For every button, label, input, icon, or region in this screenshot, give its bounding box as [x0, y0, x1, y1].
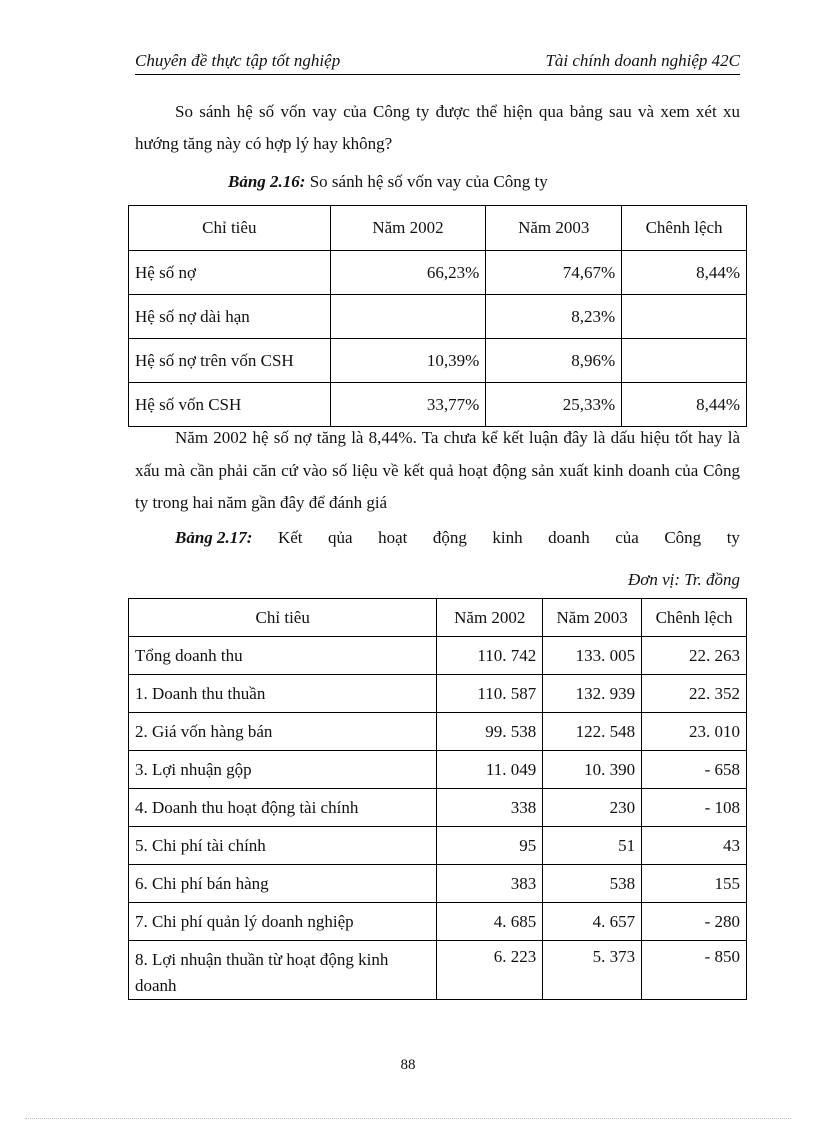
table-row	[129, 295, 747, 339]
cell-value	[622, 339, 747, 383]
caption-word: Kết	[277, 528, 303, 547]
column-header: Chênh lệch	[642, 599, 747, 637]
row-label: 1. Doanh thu thuần	[129, 675, 437, 713]
table-row	[129, 827, 747, 865]
analysis-paragraph: Năm 2002 hệ số nợ tăng là 8,44%. Ta chưa kể kết luận đây là dấu hiệu tốt hay là xấu mà cần phải căn cứ vào số liệu về kết quả hoạt động sản xuất kinh doanh của Công ty trong hai năm gần đây để đánh giá	[135, 428, 740, 512]
table-row	[129, 637, 747, 675]
cell-value: 74,67%	[486, 251, 622, 295]
cell-value: - 658	[642, 751, 747, 789]
intro-paragraph: So sánh hệ số vốn vay của Công ty được thể hiện qua bảng sau và xem xét xu hướng tăng này có hợp lý hay không?	[135, 102, 740, 153]
table-row	[129, 903, 747, 941]
cell-value: 22. 352	[642, 675, 747, 713]
table-row	[129, 713, 747, 751]
table-row	[129, 339, 747, 383]
cell-value: 25,33%	[486, 383, 622, 427]
cell-value: - 850	[642, 941, 747, 1000]
column-header: Chênh lệch	[622, 206, 747, 251]
cell-value: 4. 657	[543, 903, 642, 941]
cell-value: 538	[543, 865, 642, 903]
caption-word: hoạt	[378, 528, 408, 547]
cell-value: 8,44%	[622, 383, 747, 427]
page-header	[135, 48, 740, 75]
header-right-text: Tài chính doanh nghiệp 42C	[545, 51, 740, 70]
debt-ratio-table	[128, 205, 747, 427]
row-label: 4. Doanh thu hoạt động tài chính	[129, 789, 437, 827]
table-row	[129, 751, 747, 789]
column-header: Chỉ tiêu	[129, 206, 331, 251]
table2-caption	[135, 528, 740, 548]
column-header: Năm 2002	[437, 599, 543, 637]
cell-value: - 280	[642, 903, 747, 941]
page-number: 88	[400, 1057, 416, 1073]
cell-value: 155	[642, 865, 747, 903]
cell-value: 22. 263	[642, 637, 747, 675]
table-row	[129, 675, 747, 713]
table-header-row	[129, 206, 747, 251]
cell-value: 5. 373	[543, 941, 642, 1000]
cell-value: 23. 010	[642, 713, 747, 751]
row-label: 8. Lợi nhuận thuần từ hoạt động kinh doanh	[129, 941, 437, 1000]
table1-caption-label: Bảng 2.16:	[228, 172, 306, 191]
header-left-text: Chuyên đề thực tập tốt nghiệp	[135, 51, 341, 70]
cell-value: 33,77%	[330, 383, 486, 427]
cell-value	[622, 295, 747, 339]
row-label: 6. Chi phí bán hàng	[129, 865, 437, 903]
caption-word: ty	[726, 528, 740, 547]
column-header: Năm 2003	[486, 206, 622, 251]
cell-value: 8,23%	[486, 295, 622, 339]
cell-value: 66,23%	[330, 251, 486, 295]
cell-value: 10,39%	[330, 339, 486, 383]
row-label: Hệ số nợ	[129, 251, 331, 295]
table-row	[129, 789, 747, 827]
row-label: 3. Lợi nhuận gộp	[129, 751, 437, 789]
row-label: Tổng doanh thu	[129, 637, 437, 675]
cell-value: 6. 223	[437, 941, 543, 1000]
cell-value: - 108	[642, 789, 747, 827]
cell-value: 99. 538	[437, 713, 543, 751]
cell-value: 8,96%	[486, 339, 622, 383]
business-results-table	[128, 598, 747, 1000]
table1-caption-text: So sánh hệ số vốn vay của Công ty	[305, 172, 548, 191]
unit-label: Đơn vị: Tr. đồng	[627, 570, 740, 589]
cell-value: 110. 587	[437, 675, 543, 713]
caption-word: của	[615, 528, 639, 547]
column-header: Chỉ tiêu	[129, 599, 437, 637]
table-row	[129, 383, 747, 427]
cell-value: 383	[437, 865, 543, 903]
cell-value: 51	[543, 827, 642, 865]
table-header-row	[129, 599, 747, 637]
cell-value: 95	[437, 827, 543, 865]
cell-value: 4. 685	[437, 903, 543, 941]
cell-value: 110. 742	[437, 637, 543, 675]
caption-word: doanh	[548, 528, 590, 547]
row-label: 5. Chi phí tài chính	[129, 827, 437, 865]
cell-value: 10. 390	[543, 751, 642, 789]
column-header: Năm 2003	[543, 599, 642, 637]
table1-caption	[228, 172, 548, 192]
caption-word: kinh	[492, 528, 523, 547]
cell-value: 338	[437, 789, 543, 827]
cell-value: 43	[642, 827, 747, 865]
row-label: 7. Chi phí quản lý doanh nghiệp	[129, 903, 437, 941]
table-row	[129, 865, 747, 903]
cell-value	[330, 295, 486, 339]
caption-word: Công	[664, 528, 702, 547]
page-bottom-divider	[25, 1118, 791, 1119]
row-label: 2. Giá vốn hàng bán	[129, 713, 437, 751]
table-row	[129, 251, 747, 295]
cell-value: 133. 005	[543, 637, 642, 675]
cell-value: 230	[543, 789, 642, 827]
caption-word: động	[432, 528, 467, 547]
column-header: Năm 2002	[330, 206, 486, 251]
cell-value: 122. 548	[543, 713, 642, 751]
row-label: Hệ số nợ dài hạn	[129, 295, 331, 339]
row-label: Hệ số vốn CSH	[129, 383, 331, 427]
cell-value: 8,44%	[622, 251, 747, 295]
cell-value: 11. 049	[437, 751, 543, 789]
table-row	[129, 941, 747, 1000]
cell-value: 132. 939	[543, 675, 642, 713]
table2-caption-label: Bảng 2.17:	[175, 528, 253, 547]
caption-word: qủa	[328, 528, 353, 547]
row-label: Hệ số nợ trên vốn CSH	[129, 339, 331, 383]
